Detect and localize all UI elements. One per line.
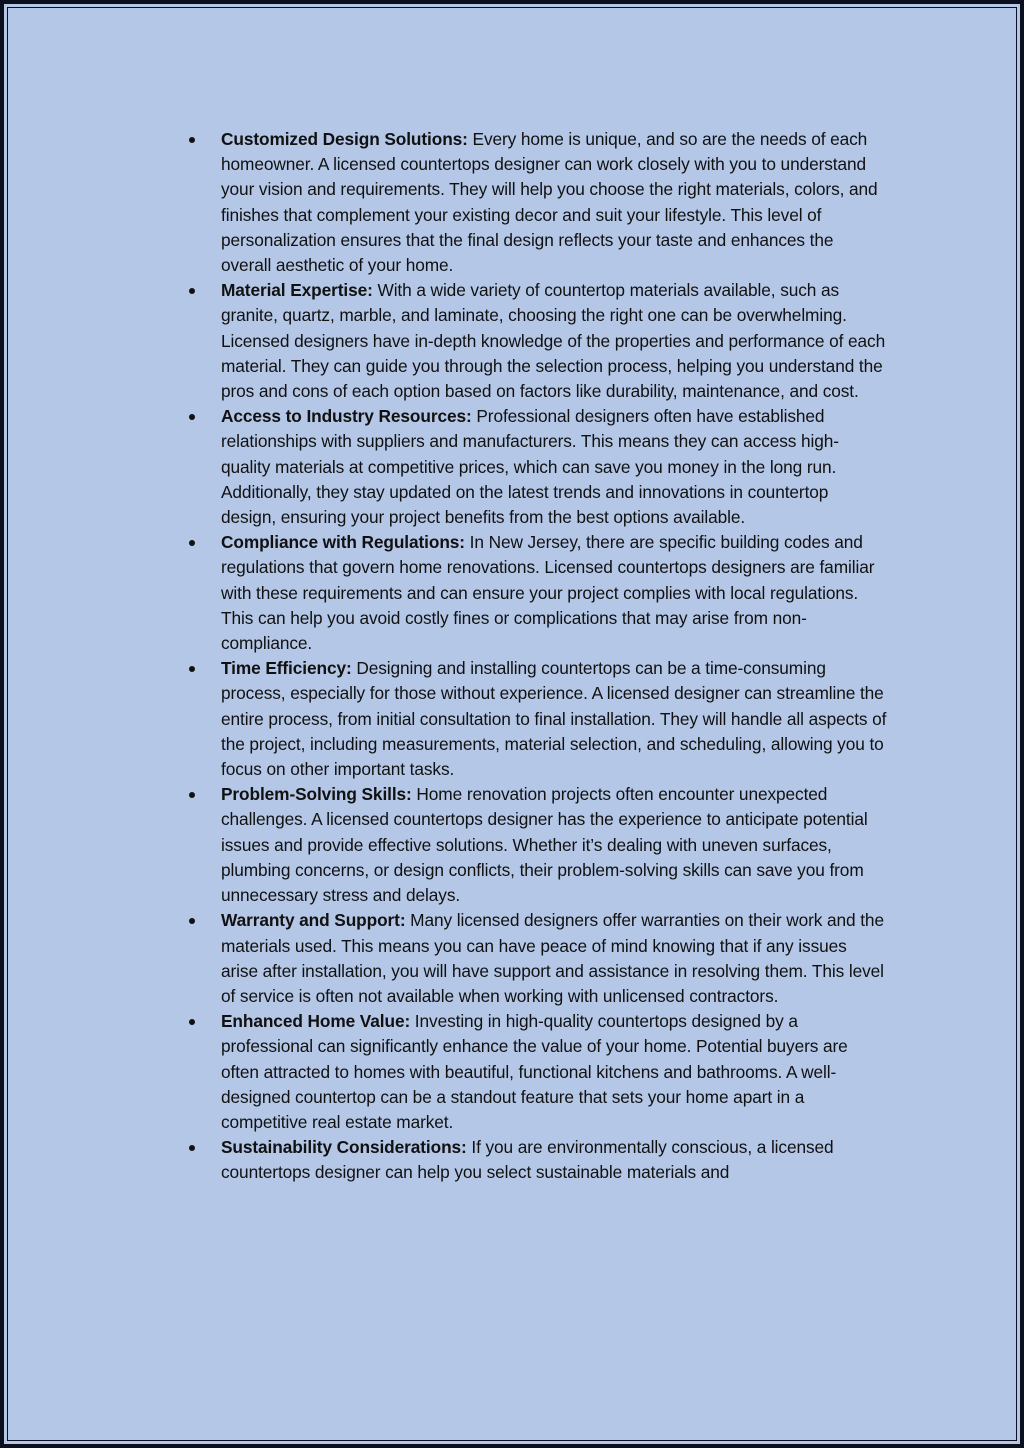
list-item [187, 656, 887, 782]
document-body [187, 127, 887, 1186]
item-text: Every home is unique, and so are the needs of each homeowner. A licensed countertops designer can work closely with you to understand your vision and requirements. They will help you choose the right materials, colors, and finishes that complement your existing decor and suit your lifestyle. This level of personalization ensures that the final design reflects your taste and enhances the overall aesthetic of your home. [221, 129, 878, 276]
item-term: Problem-Solving Skills: [221, 784, 412, 805]
bullet-icon [189, 137, 195, 143]
item-text: Designing and installing countertops can be a time-consuming process, especially for those without experience. A licensed designer can streamline the entire process, from initial consultation to final installation. They will handle all aspects of the project, including measurements, material selection, and scheduling, allowing you to focus on other important tasks. [221, 658, 887, 780]
item-term: Access to Industry Resources: [221, 406, 472, 427]
list-item [187, 127, 887, 278]
list-item [187, 782, 887, 908]
bullet-icon [189, 1145, 195, 1151]
bullet-icon [189, 666, 195, 672]
bullet-icon [189, 414, 195, 420]
list-item [187, 404, 887, 530]
list-item [187, 1009, 887, 1135]
item-text: Investing in high-quality countertops designed by a professional can significantly enhance the value of your home. Potential buyers are often attracted to homes with beautiful, functional kitchens and bathrooms. A well-designed countertop can be a standout feature that sets your home apart in a competitive real estate market. [221, 1011, 848, 1132]
bullet-icon [189, 918, 195, 924]
item-term: Customized Design Solutions: [221, 129, 468, 149]
item-term: Sustainability Considerations: [221, 1137, 467, 1158]
bullet-icon [189, 288, 195, 294]
item-text: Home renovation projects often encounter unexpected challenges. A licensed countertops designer has the experience to anticipate potential issues and provide effective solutions. Whether it’s dealing with uneven surfaces, plumbing concerns, or design conflicts, their problem-solving skills can save you from unnecessary stress and delays. [221, 784, 868, 906]
list-item [187, 278, 887, 404]
item-term: Warranty and Support: [221, 910, 406, 931]
bullet-icon [189, 540, 195, 546]
item-term: Enhanced Home Value: [221, 1011, 411, 1032]
item-term: Material Expertise: [221, 280, 373, 301]
list-item [187, 530, 887, 656]
bullet-icon [189, 1019, 195, 1025]
item-text: With a wide variety of countertop materials available, such as granite, quartz, marble, and laminate, choosing the right one can be overwhelming. Licensed designers have in-depth knowledge of the properties and performance of each material. They can guide you through the selection process, helping you understand the pros and cons of each option based on factors like durability, maintenance, and cost. [221, 280, 886, 402]
item-term: Time Efficiency: [221, 658, 352, 679]
list-item [187, 908, 887, 1009]
item-term: Compliance with Regulations: [221, 532, 465, 553]
item-text: In New Jersey, there are specific building codes and regulations that govern home renovations. Licensed countertops designers are familiar with these requirements and can ensure your project complies with local regulations. This can help you avoid costly fines or complications that may arise from non-compliance. [221, 532, 875, 654]
benefits-list [187, 127, 887, 1186]
item-text: If you are environmentally conscious, a licensed countertops designer can help you select sustainable materials and [221, 1137, 834, 1183]
item-text: Many licensed designers offer warranties on their work and the materials used. This means you can have peace of mind knowing that if any issues arise after installation, you will have support and assistance in resolving them. This level of service is often not available when working with unlicensed contractors. [221, 910, 884, 1006]
bullet-icon [189, 792, 195, 798]
list-item [187, 1135, 887, 1185]
item-text: Professional designers often have established relationships with suppliers and manufacturers. This means they can access high-quality materials at competitive prices, which can save you money in the long run. Additionally, they stay updated on the latest trends and innovations in countertop design, ensuring your project benefits from the best options available. [221, 406, 839, 528]
